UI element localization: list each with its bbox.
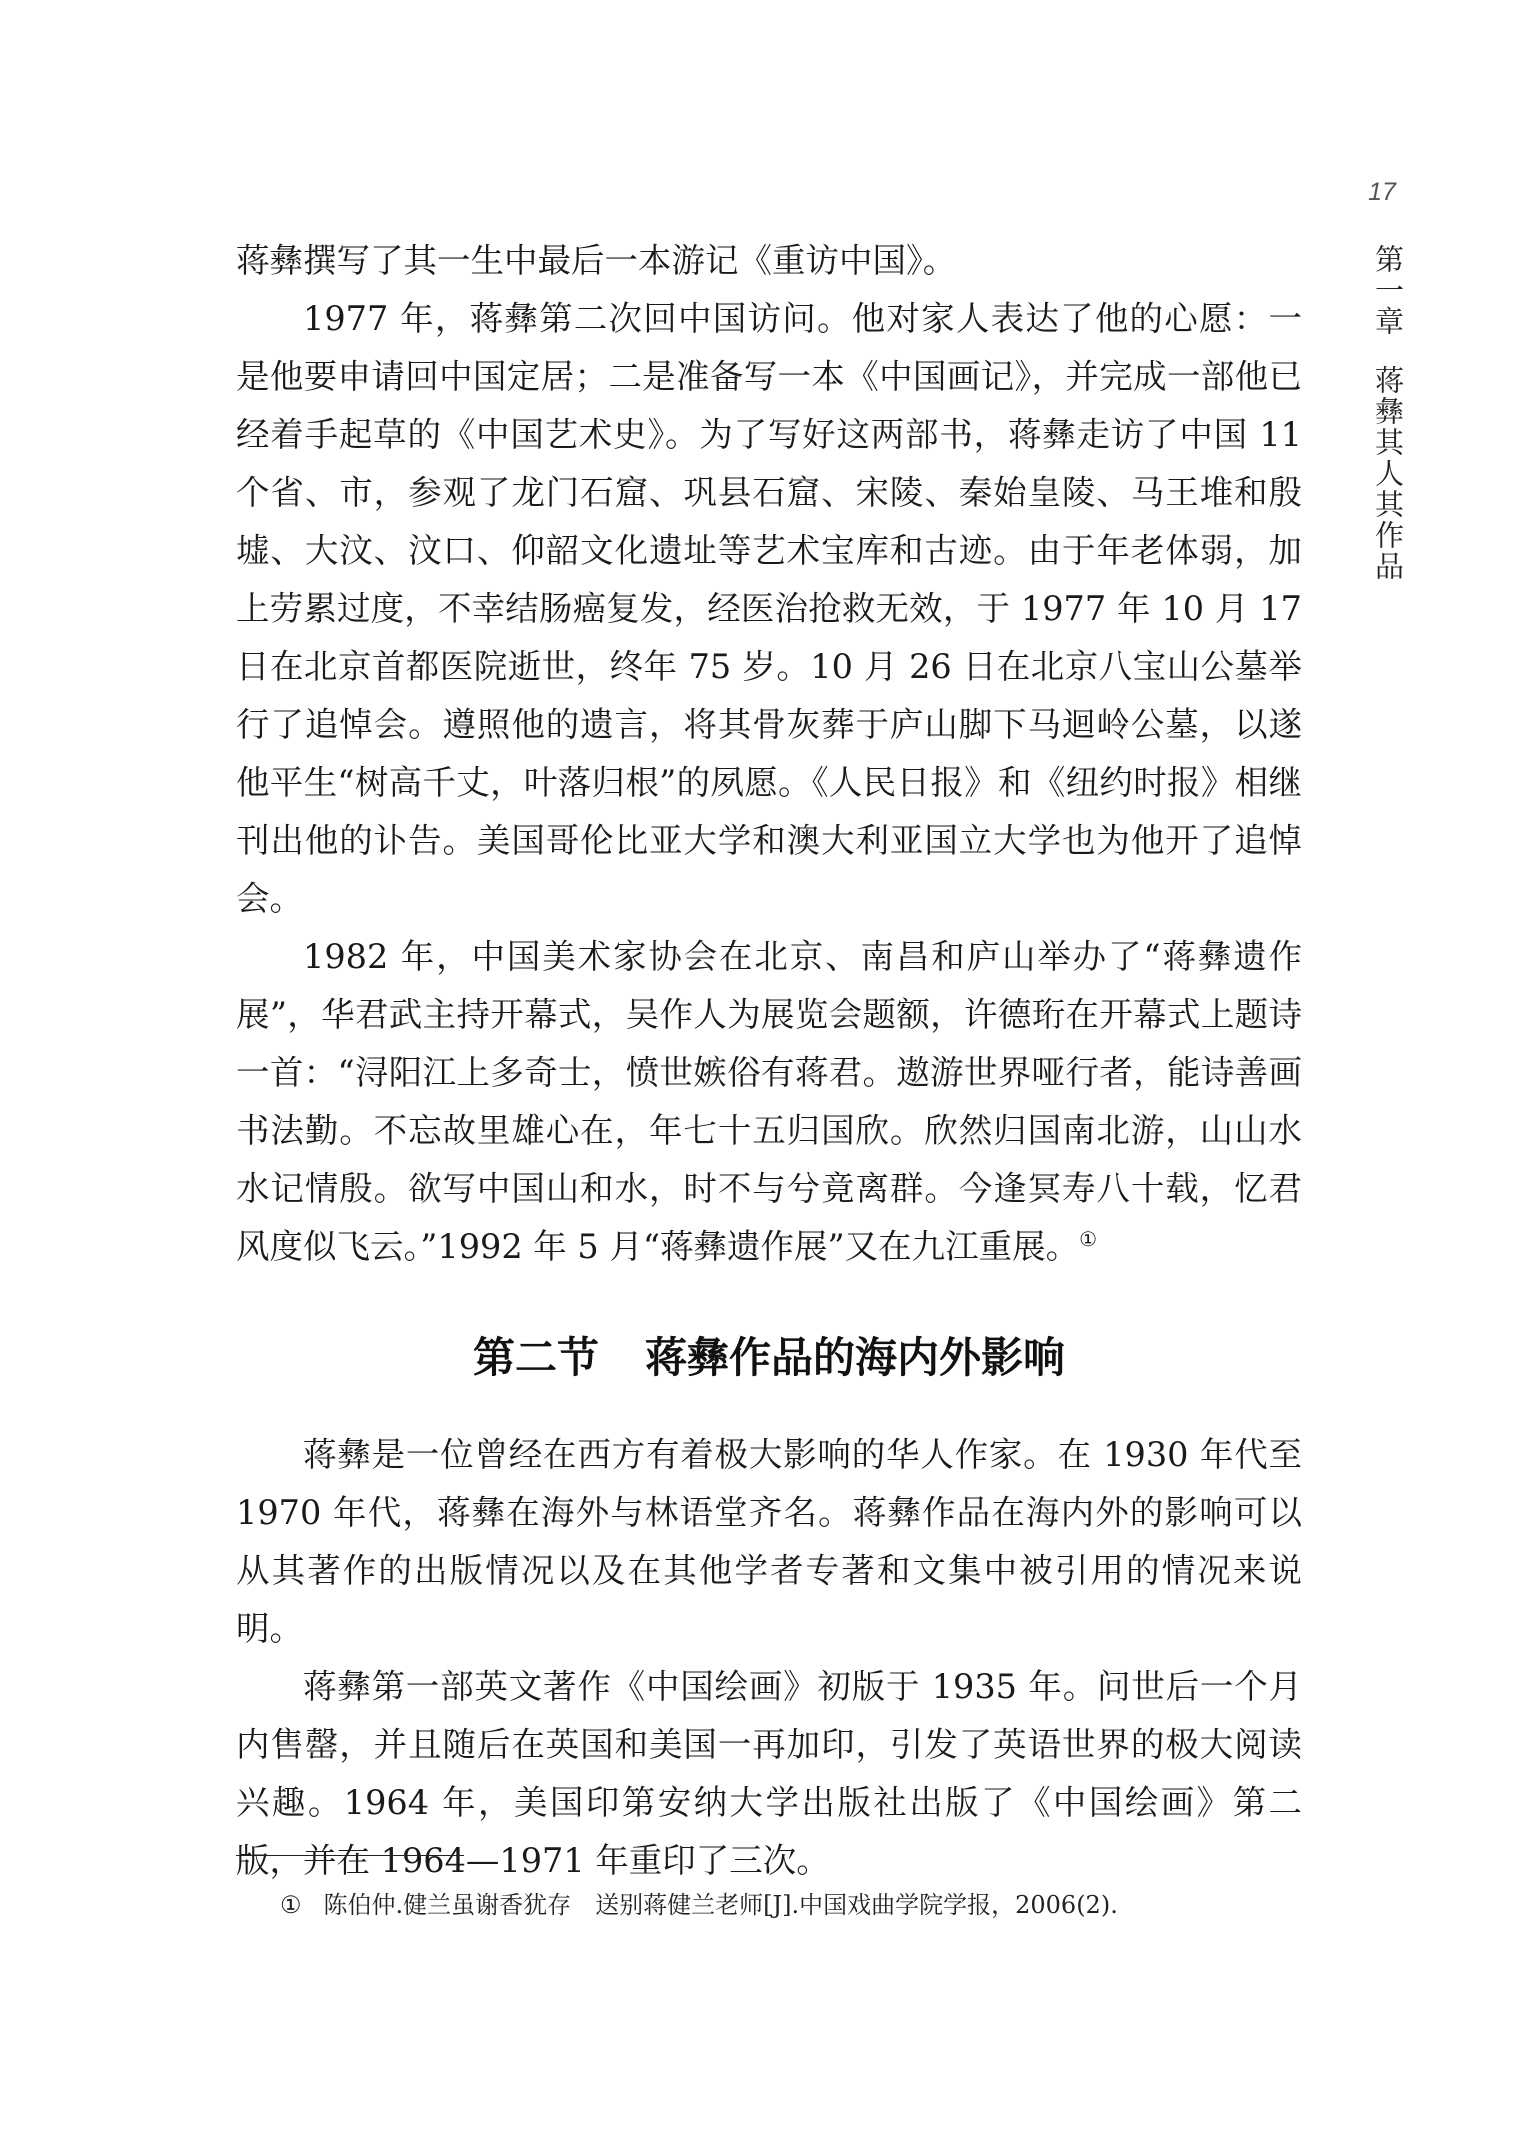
footnote-reference[interactable]: ① <box>1079 1227 1098 1251</box>
paragraph: 蒋彝撰写了其一生中最后一本游记《重访中国》。 <box>236 241 957 280</box>
section-heading: 蒋彝作品的海内外影响 <box>645 1333 1066 1382</box>
body-text-part1 <box>236 232 1302 1276</box>
page-number: 17 <box>1368 178 1396 206</box>
footnote <box>280 1888 1320 1922</box>
footnote-text: 陈伯仲.健兰虽谢香犹存 送别蒋健兰老师[J].中国戏曲学院学报，2006(2). <box>323 1891 1118 1919</box>
section-number: 第二节 <box>472 1333 599 1382</box>
paragraph <box>236 928 1302 1276</box>
body-text-part2 <box>236 1426 1302 1890</box>
section-title <box>236 1328 1302 1388</box>
running-header <box>1358 244 1406 582</box>
paragraph: 蒋彝第一部英文著作《中国绘画》初版于 1935 年。问世后一个月内售罄，并且随后在英国和美国一再加印，引发了英语世界的极大阅读兴趣。1964 年，美国印第安纳大学出版社出版了《中国绘画》第二版，并在 1964—1971 年重印了三次。 <box>236 1667 1302 1880</box>
paragraph-text: 1982 年，中国美术家协会在北京、南昌和庐山举办了“蒋彝遗作展”，华君武主持开幕式，吴作人为展览会题额，许德珩在开幕式上题诗一首：“浔阳江上多奇士，愤世嫉俗有蒋君。遨游世界哑行者，能诗善画书法勤。不忘故里雄心在，年七十五归国欣。欣然归国南北游，山山水水记情殷。欲写中国山和水，时不与兮竟离群。今逢冥寿八十载，忆君风度似飞云。”1992 年 5 月“蒋彝遗作展”又在九江重展。 <box>236 937 1302 1266</box>
paragraph: 蒋彝是一位曾经在西方有着极大影响的华人作家。在 1930 年代至 1970 年代，蒋彝在海外与林语堂齐名。蒋彝作品在海内外的影响可以从其著作的出版情况以及在其他学者专著和文集中被引用的情况来说明。 <box>236 1435 1302 1648</box>
running-header-chapter: 第一章 <box>1371 244 1405 337</box>
running-header-title: 蒋彝其人其作品 <box>1371 365 1405 582</box>
footnote-divider <box>236 1855 464 1856</box>
footnote-marker: ① <box>280 1891 302 1919</box>
paragraph: 1977 年，蒋彝第二次回中国访问。他对家人表达了他的心愿：一是他要申请回中国定居；二是准备写一本《中国画记》，并完成一部他已经着手起草的《中国艺术史》。为了写好这两部书，蒋彝走访了中国 11 个省、市，参观了龙门石窟、巩县石窟、宋陵、秦始皇陵、马王堆和殷墟、大汶、汶口、仰韶文化遗址等艺术宝库和古迹。由于年老体弱，加上劳累过度，不幸结肠癌复发，经医治抢救无效，于 1977 年 10 月 17 日在北京首都医院逝世，终年 75 岁。10 月 26 日在北京八宝山公墓举行了追悼会。遵照他的遗言，将其骨灰葬于庐山脚下马迴岭公墓，以遂他平生“树高千丈，叶落归根”的夙愿。《人民日报》和《纽约时报》相继刊出他的讣告。美国哥伦比亚大学和澳大利亚国立大学也为他开了追悼会。 <box>236 299 1302 918</box>
